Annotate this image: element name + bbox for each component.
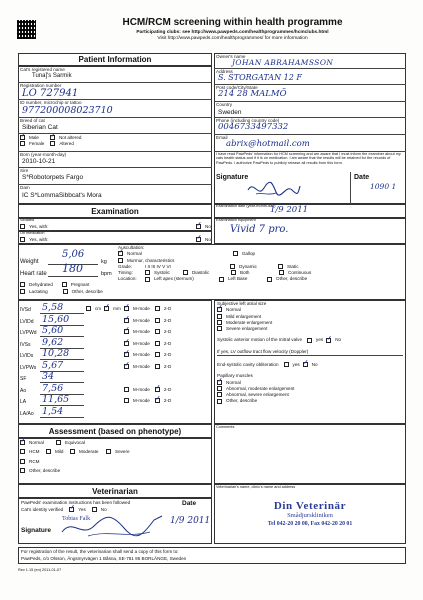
- postcode-value[interactable]: 214 28 MALMÖ: [218, 89, 287, 99]
- assessment-title: Assessment (based on phenotype): [48, 427, 182, 436]
- dehydrated-label: Dehydrated: [29, 282, 53, 287]
- subjective-la-label: Subjective left atrial size: [217, 301, 267, 306]
- other-condition-label: Other, describe: [71, 289, 103, 295]
- clinic-name: Din Veterinär: [273, 500, 347, 512]
- sam-no-checkbox[interactable]: [326, 338, 331, 343]
- assess-normal-label: Normal: [29, 440, 44, 445]
- findings-block: [217, 301, 403, 404]
- weight-label: Weight: [20, 259, 39, 265]
- twod-checkbox[interactable]: [155, 387, 160, 392]
- not-altered-label: Not altered: [58, 135, 82, 140]
- mmode-checkbox[interactable]: [124, 364, 129, 369]
- male-label: Male: [29, 135, 39, 140]
- cavity-label: End-systolic cavity obliteration: [217, 361, 279, 367]
- mode-options: [124, 318, 171, 323]
- sedated-yes: [20, 224, 49, 229]
- mmode-label: M-mode: [133, 352, 150, 357]
- clinic-subtitle: Smådjurskliniken: [287, 512, 333, 519]
- phone-value[interactable]: 0046733497332: [218, 122, 289, 132]
- measurement-line: [40, 417, 84, 418]
- phone-label: Phone (including country code): [216, 118, 280, 123]
- footer-line1: For registration of the result, the veterinarian shall send a copy of this form to:: [21, 549, 179, 554]
- vet-statement: PawPeds' examination instructions has been followed: [21, 500, 131, 505]
- veterinarian-title: Veterinarian: [92, 487, 138, 496]
- mmode-checkbox[interactable]: [124, 352, 129, 357]
- static-checkbox[interactable]: [278, 264, 283, 269]
- measurement-value[interactable]: 7,56: [42, 382, 64, 394]
- pm-severe-checkbox[interactable]: [217, 392, 222, 397]
- owner-name-value[interactable]: JOHAN ABRAHAMSSON: [232, 58, 334, 67]
- equipment-label: Examination equipment: [216, 218, 256, 222]
- not-altered-checkbox[interactable]: [50, 135, 55, 140]
- auscultation-block: [118, 245, 403, 282]
- twod-label: 2-D: [163, 386, 172, 392]
- assess-other-checkbox[interactable]: [20, 468, 25, 473]
- twod-checkbox[interactable]: [155, 352, 160, 357]
- qr-code-icon: [17, 20, 36, 39]
- twod-checkbox[interactable]: [155, 306, 160, 311]
- lvot-label: If yes, LV outflow tract flow velocity (Doppler): [217, 349, 403, 356]
- medication-yes-checkbox[interactable]: [20, 237, 25, 242]
- sam-no-label: No: [335, 337, 342, 343]
- gallop-label: Gallop: [241, 251, 256, 257]
- owner-consent-text: I have read PawPeds' information for HCM screening and are aware that I must inform the examiner about my cats health status and if it is on medication. I am aware that the results will be retained for the records of PawPeds. I authorize PawPeds to publicly release all results from this form.: [216, 152, 401, 165]
- continuous-label: Continuous: [288, 270, 312, 276]
- identity-no-label: No: [100, 507, 107, 512]
- clinic-phone: Tel 042-20 20 00, Fax 042-20 20 01: [267, 521, 353, 527]
- auscultation-normal-checkbox[interactable]: [118, 251, 123, 256]
- measurement-value[interactable]: 11,65: [42, 394, 70, 405]
- mmode-label: M-mode: [133, 386, 150, 392]
- pregnant-checkbox[interactable]: [62, 282, 67, 287]
- mmode-label: M-mode: [133, 398, 150, 403]
- grade-label: Grade:: [118, 263, 133, 269]
- sedated-label: Sedated: [20, 218, 35, 222]
- both-label: Both: [240, 270, 250, 276]
- cats-name-value[interactable]: Tuna]'s Sarmik: [32, 73, 72, 79]
- id-label: ID number, microchip or tattoo: [20, 100, 82, 105]
- address-value[interactable]: S. STORGATAN 12 F: [218, 73, 302, 82]
- altered-label: Altered: [59, 141, 74, 147]
- identity-label: Cat's identity verified: [21, 507, 64, 512]
- lactating-checkbox[interactable]: [20, 289, 25, 294]
- measurement-label: IVSd: [20, 307, 31, 313]
- la-mild-label: Mild enlargement: [226, 313, 262, 319]
- unit-cm-label: cm: [95, 306, 102, 311]
- measurement-value[interactable]: 34: [42, 371, 55, 382]
- assess-rcm-label: RCM: [29, 458, 40, 464]
- mmode-label: M-mode: [133, 317, 150, 323]
- breed-value[interactable]: Siberian Cat: [22, 124, 58, 131]
- measurement-value[interactable]: 5,60: [42, 325, 64, 336]
- owner-date-label: Date: [354, 174, 370, 181]
- address-label: Address: [216, 69, 233, 74]
- country-label: Country: [216, 102, 233, 107]
- sedated-yes-checkbox[interactable]: [20, 224, 25, 229]
- mmode-label: M-mode: [133, 306, 150, 311]
- measurement-label: LA: [20, 399, 27, 405]
- heart-rate-label: Heart rate: [20, 271, 47, 277]
- twod-checkbox[interactable]: [155, 341, 160, 346]
- assess-mild-label: Mild: [55, 449, 64, 455]
- heart-rate-unit: bpm: [101, 271, 112, 277]
- participating-clubs: Participating clubs: see http://www.pawpeds.com/healthprogrammes/hcmclubs.html: [136, 30, 329, 35]
- pm-moderate-label: Abnormal, moderate enlargement: [226, 385, 295, 391]
- vet-date-value[interactable]: 1/9 2011: [170, 516, 211, 526]
- id-value[interactable]: 977200008023710: [22, 105, 113, 116]
- condition-options: [20, 282, 103, 295]
- murmur-checkbox[interactable]: [118, 258, 123, 263]
- pm-normal-label: Normal: [226, 379, 241, 385]
- measurement-value[interactable]: 5,67: [42, 359, 64, 371]
- email-label: Email: [216, 135, 228, 140]
- patient-info-header: [18, 53, 212, 66]
- unit-mm-checkbox[interactable]: [104, 306, 109, 311]
- identity-yes-label: Yes: [78, 507, 86, 512]
- pm-normal-checkbox[interactable]: [217, 380, 222, 385]
- assess-normal-checkbox[interactable]: [20, 440, 25, 445]
- mode-options: [124, 398, 171, 403]
- exam-date-label: Examination date (year-month-day): [216, 204, 276, 208]
- twod-label: 2-D: [163, 340, 172, 346]
- mmode-checkbox[interactable]: [124, 318, 129, 323]
- left-apex-checkbox[interactable]: [145, 277, 150, 282]
- other-condition-checkbox[interactable]: [63, 289, 68, 294]
- measurement-value[interactable]: 10,28: [42, 348, 70, 359]
- mmode-checkbox[interactable]: [124, 329, 129, 334]
- veterinarian-header: [18, 484, 212, 498]
- clinic-stamp: [214, 500, 406, 527]
- twod-label: 2-D: [163, 317, 172, 323]
- measurement-label: IVSs: [20, 341, 31, 348]
- measurement-value[interactable]: 1,54: [42, 405, 64, 417]
- measurement-value[interactable]: 5,58: [42, 302, 64, 313]
- timing-label: Timing:: [118, 270, 133, 276]
- measurement-label: SF: [20, 376, 27, 382]
- sedated-yes-label: Yes, with:: [29, 224, 49, 229]
- examination-header: [18, 204, 212, 218]
- assess-moderate-checkbox[interactable]: [70, 449, 75, 454]
- sex-options: [20, 135, 81, 147]
- assessment-options: [20, 440, 130, 473]
- patient-info-title: Patient Information: [78, 55, 152, 64]
- measurement-label: LVIDs: [20, 353, 34, 359]
- dynamic-label: Dynamic: [239, 263, 257, 269]
- diastolic-checkbox[interactable]: [183, 270, 188, 275]
- pm-other-checkbox[interactable]: [217, 399, 222, 404]
- dehydrated-checkbox[interactable]: [20, 282, 25, 287]
- assess-rcm-checkbox[interactable]: [20, 459, 25, 464]
- medication-no: [196, 237, 211, 242]
- mmode-checkbox[interactable]: [124, 341, 129, 346]
- both-checkbox[interactable]: [231, 270, 236, 275]
- female-label: Female: [29, 141, 45, 147]
- assess-equivocal-checkbox[interactable]: [56, 440, 61, 445]
- medication-no-checkbox[interactable]: [196, 237, 201, 242]
- owner-signature: [246, 178, 301, 200]
- unit-cm-checkbox[interactable]: [86, 306, 91, 311]
- cavity-no-checkbox[interactable]: [303, 362, 308, 367]
- lactating-label: Lactating: [29, 289, 48, 295]
- mode-options: [124, 341, 171, 346]
- twod-label: 2-D: [163, 352, 172, 357]
- la-normal-label: Normal: [226, 307, 241, 313]
- equipment-value[interactable]: Vivid 7 pro.: [230, 224, 289, 235]
- twod-label: 2-D: [163, 329, 172, 334]
- other-location-label: Other, describe: [276, 276, 308, 282]
- born-value[interactable]: 2010-10-21: [22, 158, 56, 165]
- twod-checkbox[interactable]: [155, 398, 160, 403]
- dynamic-checkbox[interactable]: [230, 264, 235, 269]
- vet-date-label: Date: [182, 500, 197, 507]
- country-value[interactable]: Sweden: [218, 109, 242, 116]
- measurement-value[interactable]: 9,62: [42, 336, 64, 348]
- vet-signature-name: Tobias Falk: [62, 516, 91, 522]
- other-location-checkbox[interactable]: [267, 277, 272, 282]
- sire-value[interactable]: S*Robotorpets Fargo: [22, 174, 84, 181]
- papillary-label: Papillary muscles: [217, 373, 253, 379]
- weight-unit: kg: [101, 259, 107, 265]
- dam-value[interactable]: IC S*LommaSibbcat's Mora: [22, 192, 102, 199]
- mode-options: [124, 329, 171, 334]
- twod-checkbox[interactable]: [155, 329, 160, 334]
- assess-mild-checkbox[interactable]: [46, 449, 51, 454]
- assess-equivocal-label: Equivocal: [65, 440, 85, 445]
- medication-label: On medication: [20, 231, 45, 235]
- measurement-label: Ao: [20, 387, 27, 394]
- owner-sig-note: 1090 1: [370, 182, 397, 191]
- footer-line2: PawPeds, c/o Olsson, Ängsmyrvägen 1 Båsna, SE-781 95 BORLÄNGE, Sweden: [21, 556, 187, 561]
- la-severe-label: Severe enlargement: [226, 326, 268, 332]
- twod-label: 2-D: [163, 306, 172, 311]
- auscultation-label: Auscultation:: [118, 245, 145, 250]
- assess-severe-label: Severe: [115, 449, 130, 455]
- postcode-label: Post code/City/State: [216, 85, 258, 90]
- left-base-checkbox[interactable]: [219, 277, 224, 282]
- pm-moderate-checkbox[interactable]: [217, 386, 222, 391]
- sedated-no-checkbox[interactable]: [196, 224, 201, 229]
- sam-yes-checkbox[interactable]: [307, 338, 312, 343]
- heart-rate-value[interactable]: 180: [62, 262, 83, 275]
- cavity-no-label: No: [311, 361, 318, 367]
- la-moderate-label: Moderate enlargement: [226, 319, 273, 325]
- born-label: Born (year-month-day): [20, 152, 67, 157]
- mode-options: [124, 364, 171, 369]
- measurement-label: LVPWs: [20, 364, 37, 371]
- cavity-yes-label: yes: [292, 361, 300, 367]
- la-severe-checkbox[interactable]: [217, 326, 222, 331]
- registration-value[interactable]: LO 727941: [22, 88, 79, 99]
- la-mild-checkbox[interactable]: [217, 314, 222, 319]
- left-apex-label: Left apex (sternum): [154, 276, 194, 282]
- systolic-label: Systolic: [154, 270, 170, 276]
- mmode-checkbox[interactable]: [124, 306, 129, 311]
- assess-moderate-label: Moderate: [79, 449, 99, 455]
- registration-label: Registration number: [20, 83, 62, 88]
- email-value[interactable]: abrix@hotmail.com: [226, 139, 310, 149]
- pregnant-label: Pregnant: [70, 282, 90, 287]
- auscultation-normal-label: Normal: [127, 251, 142, 257]
- mode-options: [124, 387, 171, 392]
- diastolic-label: Diastolic: [192, 270, 210, 276]
- owner-name-label: Owner's name: [216, 54, 246, 59]
- measurement-label: LVIDd: [20, 318, 34, 325]
- sedated-no: [196, 224, 211, 229]
- mode-options: [124, 352, 171, 357]
- left-base-label: Left Base: [228, 276, 248, 282]
- pm-severe-label: Abnormal, severe enlargement: [226, 392, 289, 398]
- gallop-checkbox[interactable]: [233, 251, 238, 256]
- mmode-checkbox[interactable]: [124, 398, 129, 403]
- location-label: Location:: [118, 276, 137, 282]
- mmode-label: M-mode: [133, 340, 150, 346]
- measurement-row: [20, 405, 210, 419]
- form-header: [60, 17, 405, 41]
- cats-name-label: Cat's registered name: [20, 67, 65, 72]
- mmode-label: M-mode: [133, 363, 150, 369]
- sam-label: Systolic anterior motion of the mitral valve: [217, 337, 303, 343]
- mmode-checkbox[interactable]: [124, 387, 129, 392]
- breed-label: Breed of cat: [20, 118, 45, 123]
- twod-checkbox[interactable]: [155, 364, 160, 369]
- systolic-checkbox[interactable]: [145, 270, 150, 275]
- assessment-header: [18, 424, 212, 438]
- sedated-no-label: No: [205, 224, 211, 229]
- measurement-label: LVPWd: [20, 330, 37, 336]
- murmur-label: Murmur, characteristics: [127, 257, 175, 263]
- measurement-label: LA/Ao: [20, 410, 34, 417]
- weight-value[interactable]: 5,06: [62, 249, 85, 260]
- comments-label: Comments: [216, 425, 235, 429]
- male-checkbox[interactable]: [20, 135, 25, 140]
- unit-options: [86, 306, 121, 311]
- twod-label: 2-D: [163, 363, 172, 369]
- sire-label: Sire: [20, 168, 29, 173]
- twod-checkbox[interactable]: [155, 318, 160, 323]
- la-moderate-checkbox[interactable]: [217, 320, 222, 325]
- revision: Rev 1.15 (en) 2011-01-07: [18, 568, 62, 572]
- female-checkbox[interactable]: [20, 141, 25, 146]
- examination-title: Examination: [91, 207, 139, 216]
- medication-no-label: No: [205, 237, 211, 242]
- owner-signature-label: Signature: [216, 174, 249, 181]
- unit-mm-label: mm: [113, 306, 121, 311]
- assess-hcm-checkbox[interactable]: [20, 449, 25, 454]
- vet-name-label: Veterinarian's name, clinic's name and address: [216, 485, 296, 489]
- medication-yes: [20, 237, 49, 242]
- mmode-label: M-mode: [133, 329, 150, 334]
- comments-box[interactable]: [214, 424, 406, 484]
- form-title: HCM/RCM screening within health programme: [122, 17, 343, 28]
- grade-values[interactable]: I II III IV V VI: [145, 263, 171, 269]
- static-label: Static: [287, 263, 299, 269]
- dam-label: Dam: [20, 185, 30, 190]
- twod-label: 2-D: [163, 398, 172, 403]
- medication-yes-label: Yes, with:: [29, 237, 49, 242]
- measurement-value[interactable]: 15,60: [42, 313, 70, 325]
- exam-date-value[interactable]: 1/9 2011: [270, 205, 309, 215]
- vet-signature-label: Signature: [21, 527, 51, 534]
- cavity-yes-checkbox[interactable]: [284, 362, 289, 367]
- la-normal-checkbox[interactable]: [217, 307, 222, 312]
- visit-info: Visit http://www.pawpeds.com/healthprogrammes/ for more information: [157, 36, 308, 41]
- pm-other-label: Other, describe: [226, 398, 258, 404]
- sam-yes-label: yes: [316, 337, 324, 343]
- assess-hcm-label: HCM: [29, 449, 40, 455]
- altered-checkbox[interactable]: [50, 141, 55, 146]
- vet-signature: [58, 510, 168, 542]
- assess-severe-checkbox[interactable]: [106, 449, 111, 454]
- assess-other-label: Other, describe: [29, 467, 61, 473]
- continuous-checkbox[interactable]: [279, 270, 284, 275]
- mode-options: [124, 306, 171, 311]
